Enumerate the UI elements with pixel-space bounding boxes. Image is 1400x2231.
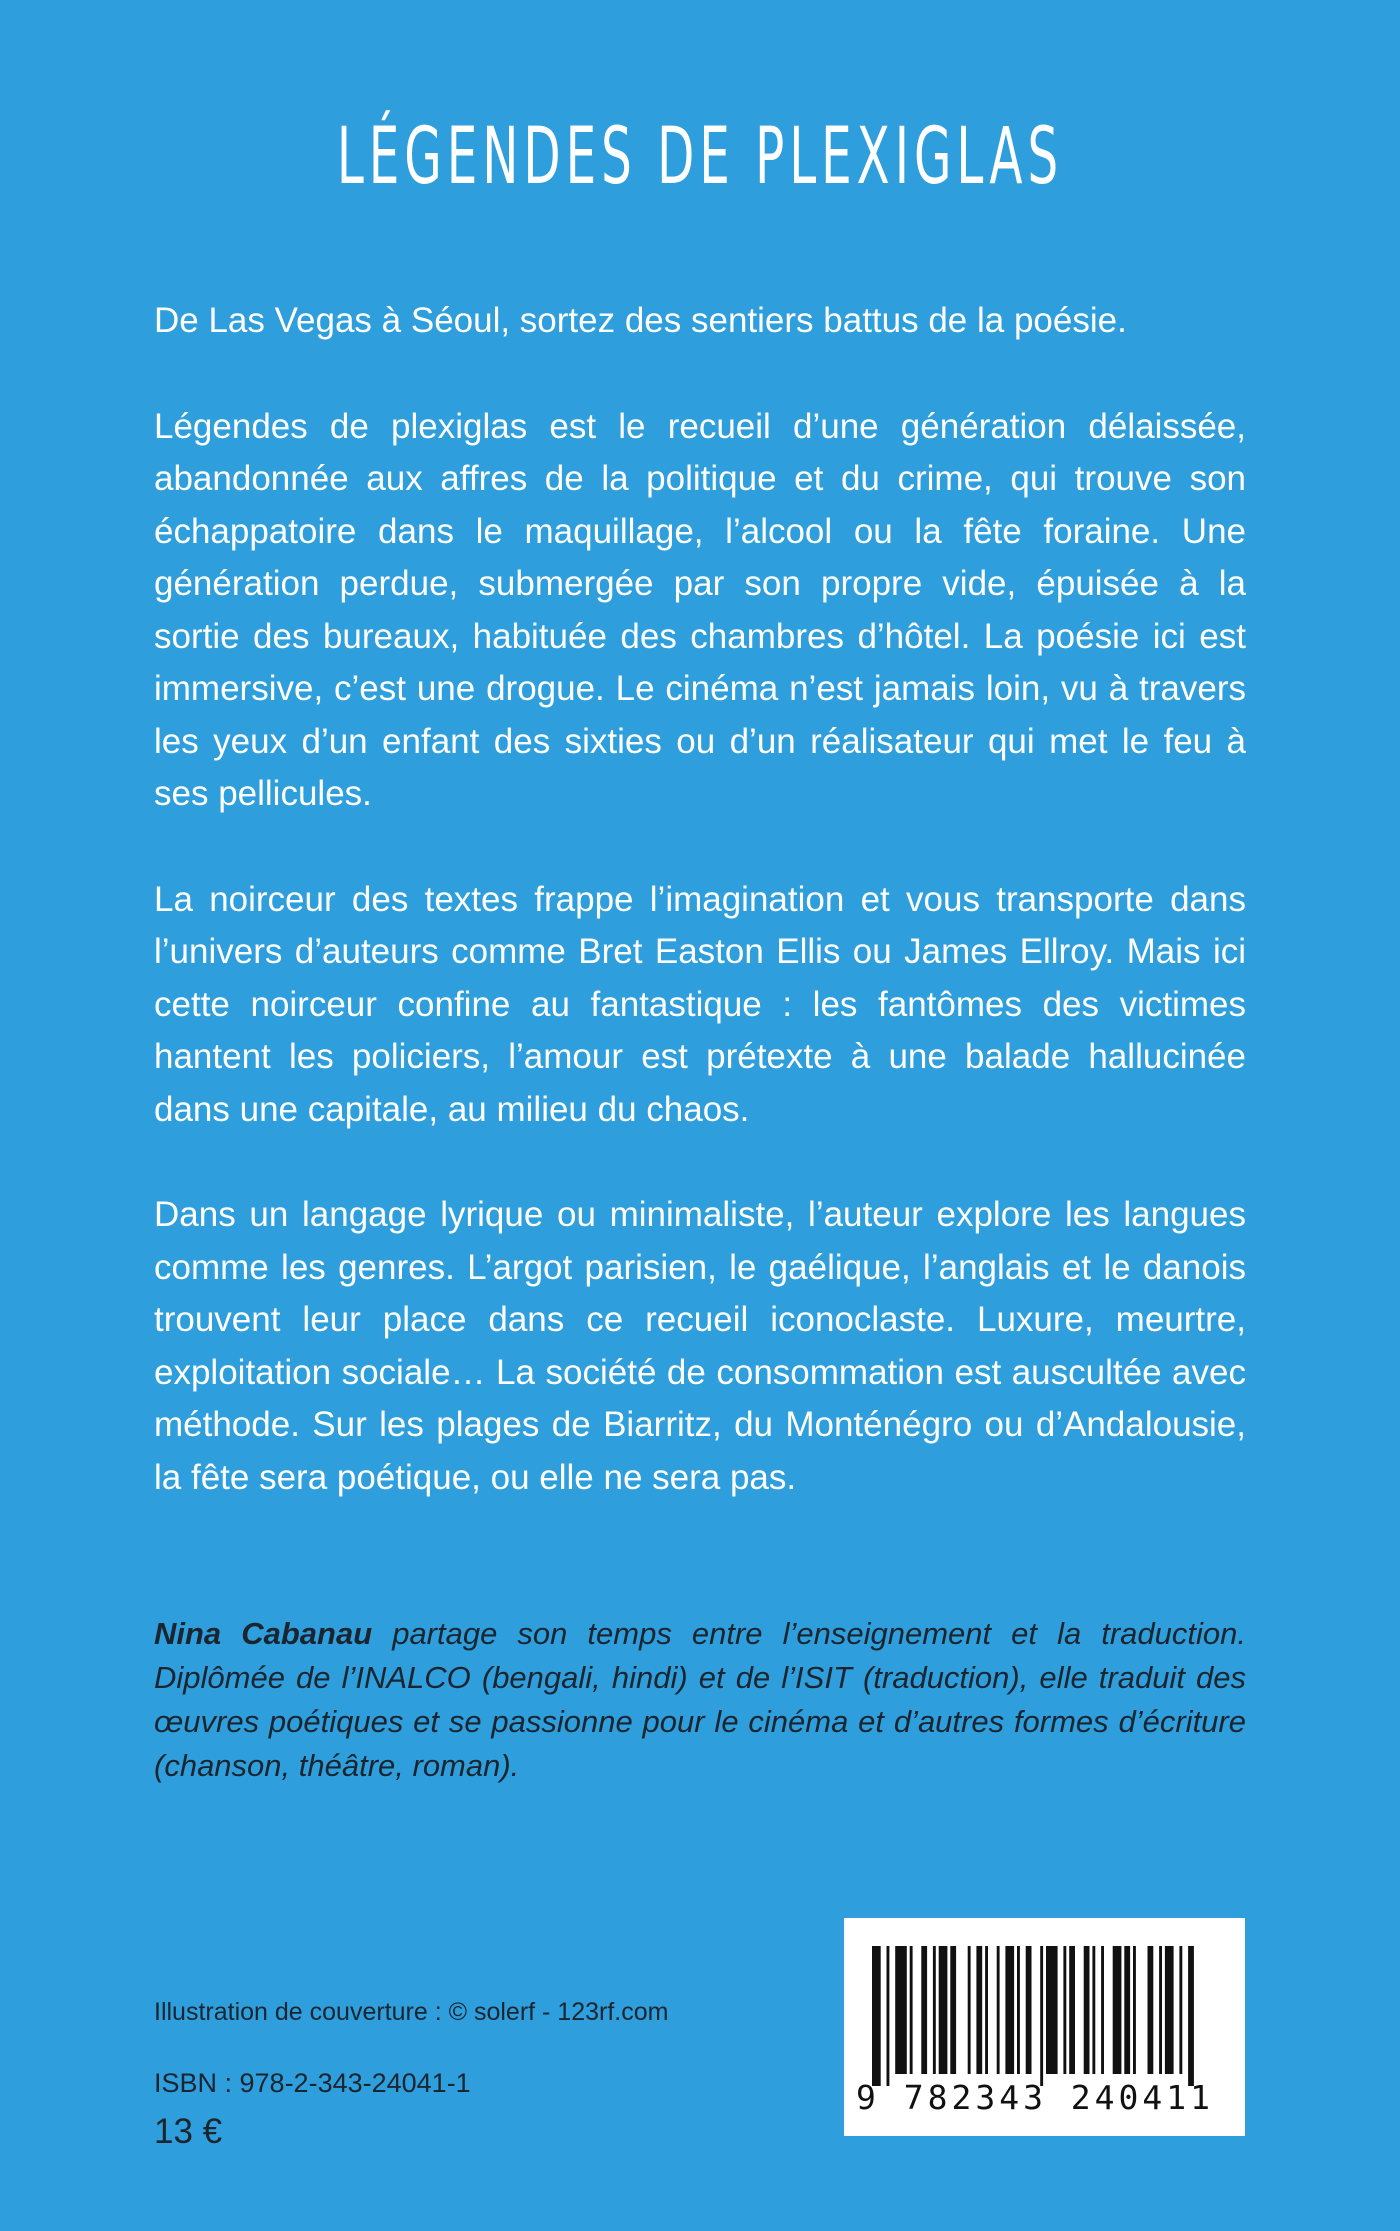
blurb-paragraph-2: Légendes de plexiglas est le recueil d’une génération délaissée, abandonnée aux affres de la politique et du crime, qui trouve son échappatoire dans le maquillage, l’alcool ou la fête foraine. Une génération perdue, submergée par son propre vide, épuisée à la sortie des bureaux, habituée des chambres d’hôtel. La poésie ici est immersive, c’est une drogue. Le cinéma n’est jamais loin, vu à travers les yeux d’un enfant des sixties ou d’un réalisateur qui met le feu à ses pellicules.: [154, 406, 1246, 813]
barcode-digits: 9 782343 240411: [856, 2078, 1215, 2117]
isbn: ISBN : 978-2-343-24041-1: [154, 2068, 471, 2098]
blurb-paragraph-4: Dans un langage lyrique ou minimaliste, l’auteur explore les langues comme les genres. L’argot parisien, le gaélique, l’anglais et le danois trouvent leur place dans ce recueil iconoclaste. Luxure, meurtre, exploitation sociale… La société de consommation est auscultée avec méthode. Sur les plages de Biarritz, du Monténégro ou d’Andalousie, la fête sera poétique, ou elle ne sera pas.: [154, 1195, 1246, 1497]
barcode: [844, 1918, 1245, 2136]
author-name: Nina Cabanau: [154, 1616, 373, 1651]
blurb: [154, 295, 1246, 1557]
cover-credits: Illustration de couverture : © solerf - 123rf.com: [154, 1998, 669, 2026]
blurb-paragraph-1: De Las Vegas à Séoul, sortez des sentiers battus de la poésie.: [154, 301, 1127, 340]
blurb-paragraph-3: La noirceur des textes frappe l’imagination et vous transporte dans l’univers d’auteurs comme Bret Easton Ellis ou James Ellroy. Mais ici cette noirceur confine au fantastique : les fantômes des victimes hantent les policiers, l’amour est prétexte à une balade hallucinée dans une capitale, au milieu du chaos.: [154, 879, 1246, 1129]
book-title: LÉGENDES DE PLEXIGLAS: [336, 112, 1064, 202]
author-bio: [154, 1612, 1246, 1788]
author-bio-text: partage son temps entre l’enseignement et la traduction. Diplômée de l’INALCO (bengali, hindi) et de l’ISIT (traduction), elle traduit des œuvres poétiques et se passionne pour le cinéma et d’autres formes d’écriture (chanson, théâtre, roman).: [154, 1616, 1246, 1783]
price: 13 €: [154, 2112, 223, 2151]
